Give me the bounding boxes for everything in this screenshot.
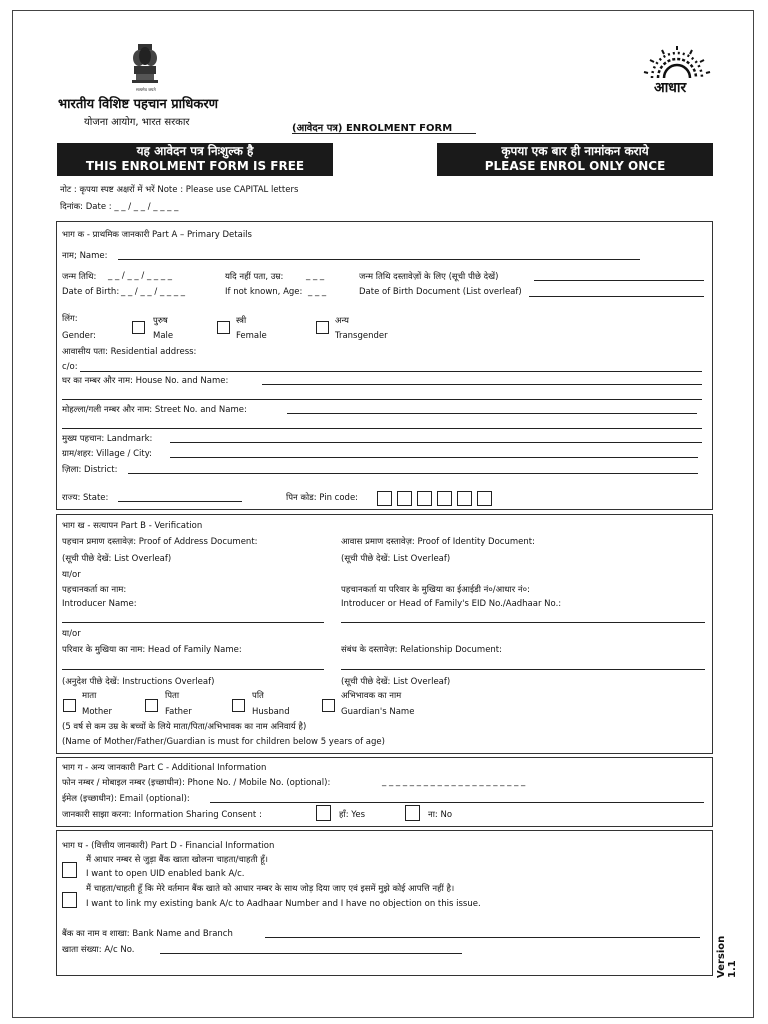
female-checkbox[interactable]: [217, 321, 230, 334]
part-b-heading: [62, 520, 202, 531]
part-a-heading-en: Part A – Primary Details: [152, 230, 252, 240]
form-title-hindi: (आवेदन पत्र): [292, 123, 343, 134]
female-label-hindi: स्त्री: [236, 316, 247, 326]
or-separator: या/or: [62, 629, 81, 639]
free-banner-en: THIS ENROLMENT FORM IS FREE: [85, 159, 305, 173]
co-label: c/o:: [62, 362, 78, 372]
co-input[interactable]: [80, 371, 702, 372]
date-field[interactable]: _ _ / _ _ / _ _ _ _: [114, 202, 179, 212]
pin-digit-box[interactable]: [457, 491, 472, 506]
part-b-heading-en: Part B - Verification: [120, 521, 203, 531]
husband-label-en: Husband: [252, 707, 290, 717]
guardian-label-hindi: अभिभावक का नाम: [341, 691, 402, 701]
father-label-en: Father: [165, 707, 192, 717]
male-checkbox[interactable]: [132, 321, 145, 334]
note-line: [60, 184, 298, 195]
age-label-en: If not known, Age:: [225, 287, 303, 297]
part-d-heading: [62, 840, 274, 851]
rel-list-note: (सूची पीछे देखें: List Overleaf): [341, 677, 451, 687]
instructions-note: (अनुदेश पीछे देखें: Instructions Overleaf): [62, 677, 215, 687]
trans-label-en: Transgender: [335, 331, 388, 341]
address-label: आवासीय पता: Residential address:: [62, 347, 197, 357]
landmark-input[interactable]: [170, 442, 702, 443]
house-label: घर का नम्बर और नाम: House No. and Name:: [62, 376, 229, 386]
female-label-en: Female: [236, 331, 267, 341]
note-en: Note : Please use CAPITAL letters: [157, 185, 299, 195]
dob-field-top[interactable]: _ _ / _ _ / _ _ _ _: [108, 271, 173, 281]
age-label-hindi: यदि नहीं पता, उम्र:: [225, 272, 284, 282]
dob-doc-label-hindi: जन्म तिथि दस्तावेज़ों के लिए (सूची पीछे देखें): [359, 272, 499, 282]
email-input[interactable]: [210, 802, 704, 803]
poa-list-note: (सूची पीछे देखें: List Overleaf): [62, 554, 172, 564]
transgender-checkbox[interactable]: [316, 321, 329, 334]
part-c-heading-hindi: भाग ग - अन्य जानकारी: [62, 763, 136, 773]
part-c-heading: [62, 762, 266, 773]
house-input[interactable]: [262, 384, 702, 385]
name-input[interactable]: [118, 259, 640, 260]
introducer-label-hindi: पहचानकर्ता का नाम:: [62, 585, 127, 595]
eid-input[interactable]: [341, 622, 705, 623]
pin-digit-box[interactable]: [477, 491, 492, 506]
sharing-no-checkbox[interactable]: [405, 805, 420, 821]
pin-digit-box[interactable]: [417, 491, 432, 506]
poi-label: आवास प्रमाण दस्तावेज़: Proof of Identity Document:: [341, 537, 535, 547]
part-b-heading-hindi: भाग ख - सत्यापन: [62, 521, 118, 531]
dob-label-hindi: जन्म तिथि:: [62, 272, 97, 282]
district-label: ज़िला: District:: [62, 465, 118, 475]
free-banner: [57, 143, 333, 176]
husband-label-hindi: पति: [252, 691, 264, 701]
husband-checkbox[interactable]: [232, 699, 245, 712]
guardian-note-en: (Name of Mother/Father/Guardian is must for children below 5 years of age): [62, 737, 385, 747]
district-input[interactable]: [128, 473, 698, 474]
male-label-hindi: पुरुष: [153, 316, 168, 326]
poi-list-note: (सूची पीछे देखें: List Overleaf): [341, 554, 451, 564]
gender-label-hindi: लिंग:: [62, 314, 78, 324]
landmark-label: मुख्य पहचान: Landmark:: [62, 434, 153, 444]
gender-label-en: Gender:: [62, 331, 97, 341]
dob-doc-input[interactable]: [529, 296, 704, 297]
father-checkbox[interactable]: [145, 699, 158, 712]
eid-label-hindi: पहचानकर्ता या परिवार के मुखिया का ईआईडी नं०/आधार नं०:: [341, 585, 530, 595]
village-input[interactable]: [170, 457, 698, 458]
note-hindi: नोट : कृपया स्पष्ट अक्षरों में भरें: [60, 185, 155, 195]
age-field-top[interactable]: _ _ _: [306, 271, 325, 281]
father-label-hindi: पिता: [165, 691, 180, 701]
hof-label: परिवार के मुखिया का नाम: Head of Family Name:: [62, 645, 242, 655]
trans-label-hindi: अन्य: [335, 316, 349, 326]
once-banner: [437, 143, 713, 176]
part-a-section: [56, 221, 713, 510]
street-input[interactable]: [287, 413, 697, 414]
street-label: मोहल्ला/गली नम्बर और नाम: Street No. and Name:: [62, 405, 247, 415]
rel-doc-label: संबंध के दस्तावेज़: Relationship Document:: [341, 645, 503, 655]
emblem-motto: सत्यमेव जयते: [136, 87, 156, 92]
poa-label: पहचान प्रमाण दस्तावेज़: Proof of Address Document:: [62, 537, 258, 547]
guardian-note-hindi: (5 वर्ष से कम उम्र के बच्चों के लिये माता/पिता/अभिभावक का नाम अनिवार्य है): [62, 722, 307, 732]
open-account-hindi: मैं आधार नम्बर से जुड़ा बैंक खाता खोलना चाहता/चाहती हूँ।: [86, 855, 268, 865]
form-title-underline: [292, 133, 476, 134]
part-d-heading-en: Part D - Financial Information: [150, 841, 275, 851]
part-b-section: [56, 514, 713, 754]
account-input[interactable]: [160, 953, 462, 954]
street-input-2[interactable]: [62, 428, 702, 429]
part-a-heading-hindi: भाग क - प्राथमिक जानकारी: [62, 230, 150, 240]
form-title-en: ENROLMENT FORM: [345, 123, 453, 134]
form-title: [292, 120, 452, 134]
introducer-label-en: Introducer Name:: [62, 599, 137, 609]
pin-digit-box[interactable]: [437, 491, 452, 506]
dob-doc-input-top[interactable]: [534, 280, 704, 281]
once-banner-hindi: कृपया एक बार ही नामांकन कराये: [501, 144, 649, 158]
guardian-label-en: Guardian's Name: [341, 707, 415, 717]
house-input-2[interactable]: [62, 399, 702, 400]
date-label-hindi: दिनांक:: [60, 202, 84, 212]
aadhaar-logo-text: आधार: [654, 80, 687, 96]
org-name-hindi: भारतीय विशिष्ट पहचान प्राधिकरण: [58, 97, 219, 112]
guardian-checkbox[interactable]: [322, 699, 335, 712]
bank-input[interactable]: [265, 937, 700, 938]
age-field[interactable]: _ _ _: [308, 287, 327, 297]
pin-label: पिन कोड: Pin code:: [286, 493, 359, 503]
open-account-en: I want to open UID enabled bank A/c.: [86, 869, 245, 879]
village-label: ग्राम/शहर: Village / City:: [62, 449, 152, 459]
pin-digit-box[interactable]: [377, 491, 392, 506]
male-label-en: Male: [153, 331, 174, 341]
bank-label: बैंक का नाम व शाखा: Bank Name and Branch: [62, 929, 233, 939]
link-account-en: I want to link my existing bank A/c to Aadhaar Number and I have no objection on this issue.: [86, 899, 481, 909]
eid-label-en: Introducer or Head of Family's EID No./Aadhaar No.:: [341, 599, 562, 609]
dob-doc-label-en: Date of Birth Document (List overleaf): [359, 287, 522, 297]
once-banner-en: PLEASE ENROL ONLY ONCE: [484, 159, 666, 173]
email-label: ईमेल (इच्छाधीन): Email (optional):: [62, 794, 190, 804]
name-label: नाम; Name:: [62, 251, 108, 261]
dob-label-en: Date of Birth:: [62, 287, 120, 297]
org-sub-hindi: योजना आयोग, भारत सरकार: [84, 117, 190, 128]
open-account-checkbox[interactable]: [62, 862, 77, 878]
state-input[interactable]: [118, 501, 242, 502]
state-label: राज्य: State:: [62, 493, 109, 503]
aadhaar-logo-icon: [642, 44, 712, 80]
introducer-input[interactable]: [62, 622, 324, 623]
sharing-label: जानकारी साझा करना: Information Sharing Consent :: [62, 810, 262, 820]
or-separator: या/or: [62, 570, 81, 580]
part-d-heading-hindi: भाग घ - (वित्तीय जानकारी): [62, 841, 149, 851]
version-label: Version 1.1: [716, 935, 738, 978]
part-c-heading-en: Part C - Additional Information: [137, 763, 267, 773]
sharing-no-label: ना: No: [428, 810, 453, 820]
part-a-heading: [62, 229, 252, 240]
phone-input[interactable]: _ _ _ _ _ _ _ _ _ _ _ _ _ _ _ _ _ _ _ _ _: [382, 777, 526, 787]
mother-checkbox[interactable]: [63, 699, 76, 712]
sharing-yes-label: हाँ: Yes: [339, 810, 366, 820]
sharing-yes-checkbox[interactable]: [316, 805, 331, 821]
pin-digit-box[interactable]: [397, 491, 412, 506]
date-line[interactable]: [60, 201, 178, 212]
date-label-en: Date :: [85, 202, 112, 212]
link-account-hindi: मैं चाहता/चाहती हूँ कि मेरे वर्तमान बैंक खाते को आधार नम्बर के साथ जोड़ दिया जाए एवं इसमें मुझे कोई आपत्ति नहीं है।: [86, 884, 455, 894]
link-account-checkbox[interactable]: [62, 892, 77, 908]
phone-label: फोन नम्बर / मोबाइल नम्बर (इच्छाधीन): Phone No. / Mobile No. (optional):: [62, 778, 331, 788]
free-banner-hindi: यह आवेदन पत्र निःशुल्क है: [136, 144, 254, 158]
mother-label-en: Mother: [82, 707, 112, 717]
mother-label-hindi: माता: [82, 691, 97, 701]
rel-doc-input[interactable]: [341, 669, 705, 670]
account-label: खाता संख्या: A/c No.: [62, 945, 135, 955]
hof-input[interactable]: [62, 669, 324, 670]
dob-field[interactable]: _ _ / _ _ / _ _ _ _: [121, 287, 186, 297]
